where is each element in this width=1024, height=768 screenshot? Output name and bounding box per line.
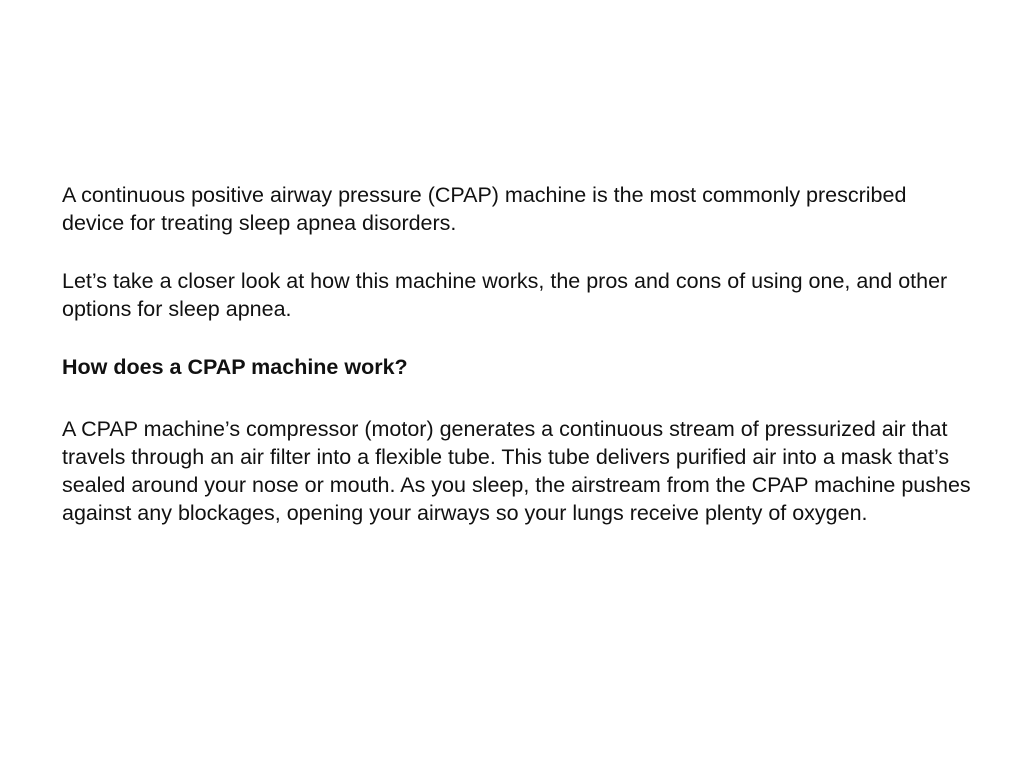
slide-text-body (62, 181, 972, 557)
section-heading: How does a CPAP machine work? (62, 355, 408, 379)
intro-paragraph: A continuous positive airway pressure (CPAP) machine is the most commonly prescribed device for treating sleep apnea disorders. (62, 183, 907, 235)
explanation-paragraph: A CPAP machine’s compressor (motor) generates a continuous stream of pressurized air that travels through an air filter into a flexible tube. This tube delivers purified air into a mask that’s sealed around your nose or mouth. As you sleep, the airstream from the CPAP machine pushes against any blockages, opening your airways so your lungs receive plenty of oxygen. (62, 417, 971, 525)
overview-paragraph: Let’s take a closer look at how this machine works, the pros and cons of using one, and other options for sleep apnea. (62, 269, 948, 321)
